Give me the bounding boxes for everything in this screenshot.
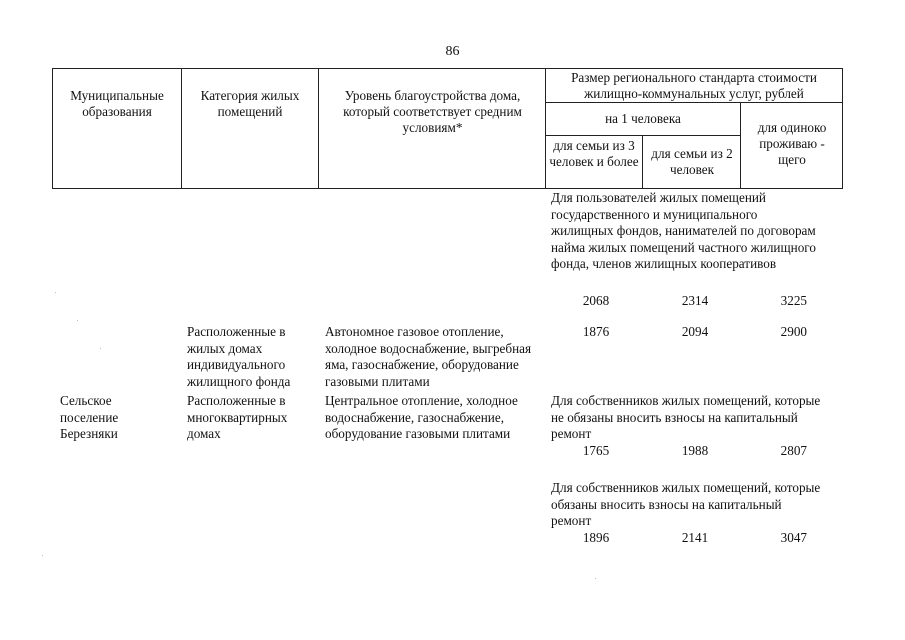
scan-speck bbox=[55, 292, 56, 293]
value-owners-not-family3: 1765 bbox=[582, 443, 610, 458]
value-users-single: 3225 bbox=[780, 293, 807, 308]
value-owners-not-single: 2807 bbox=[780, 443, 807, 458]
value-users-family3: 2068 bbox=[582, 293, 610, 308]
scan-speck bbox=[77, 320, 78, 321]
category-apartment: Расположенные в многоквартирных домах bbox=[187, 393, 288, 441]
page-number: 86 bbox=[445, 44, 460, 59]
header-category: Категория жилых помещений bbox=[200, 88, 300, 119]
scan-speck bbox=[595, 578, 596, 579]
header-family-2: для семьи из 2 человек bbox=[651, 146, 733, 177]
header-single: для одиноко проживаю - щего bbox=[757, 120, 827, 167]
header-standard-size: Размер регионального стандарта стоимости жилищно-коммунальных услуг, рублей bbox=[571, 70, 817, 101]
scan-speck bbox=[100, 348, 101, 349]
header-per-person: на 1 человека bbox=[605, 111, 681, 126]
value-owners-family3: 1896 bbox=[582, 530, 610, 545]
scan-speck bbox=[42, 555, 43, 556]
value-individual-family2: 2094 bbox=[681, 324, 709, 339]
owners-obliged-title: Для собственников жилых помещений, которые обязаны вносить взносы на капитальный ремонт bbox=[551, 480, 821, 528]
municipality-name: Сельское поселение Березняки bbox=[60, 393, 119, 441]
category-individual: Расположенные в жилых домах индивидуального жилищного фонда bbox=[187, 324, 291, 389]
value-owners-not-family2: 1988 bbox=[681, 443, 709, 458]
value-individual-family3: 1876 bbox=[582, 324, 610, 339]
users-group-title: Для пользователей жилых помещений государственного и муниципального жилищных фондов, нанимателей по договорам найма жилых помещений частного жилищного фонда, членов жилищных кооперативов bbox=[551, 190, 816, 271]
header-level: Уровень благоустройства дома, который соответствует средним условиям* bbox=[343, 88, 522, 135]
level-individual: Автономное газовое отопление, холодное водоснабжение, выгребная яма, газоснабжение, оборудование газовыми плитами bbox=[325, 324, 532, 389]
value-users-family2: 2314 bbox=[681, 293, 709, 308]
level-apartment: Центральное отопление, холодное водоснабжение, газоснабжение, оборудование газовыми плитами bbox=[325, 393, 518, 441]
header-municipality: Муниципальные образования bbox=[70, 88, 164, 119]
value-owners-single: 3047 bbox=[780, 530, 807, 545]
owners-not-obliged-title: Для собственников жилых помещений, которые не обязаны вносить взносы на капитальный ремонт bbox=[551, 393, 821, 441]
value-individual-single: 2900 bbox=[780, 324, 807, 339]
value-owners-family2: 2141 bbox=[681, 530, 709, 545]
header-family-3: для семьи из 3 человек и более bbox=[549, 138, 639, 169]
